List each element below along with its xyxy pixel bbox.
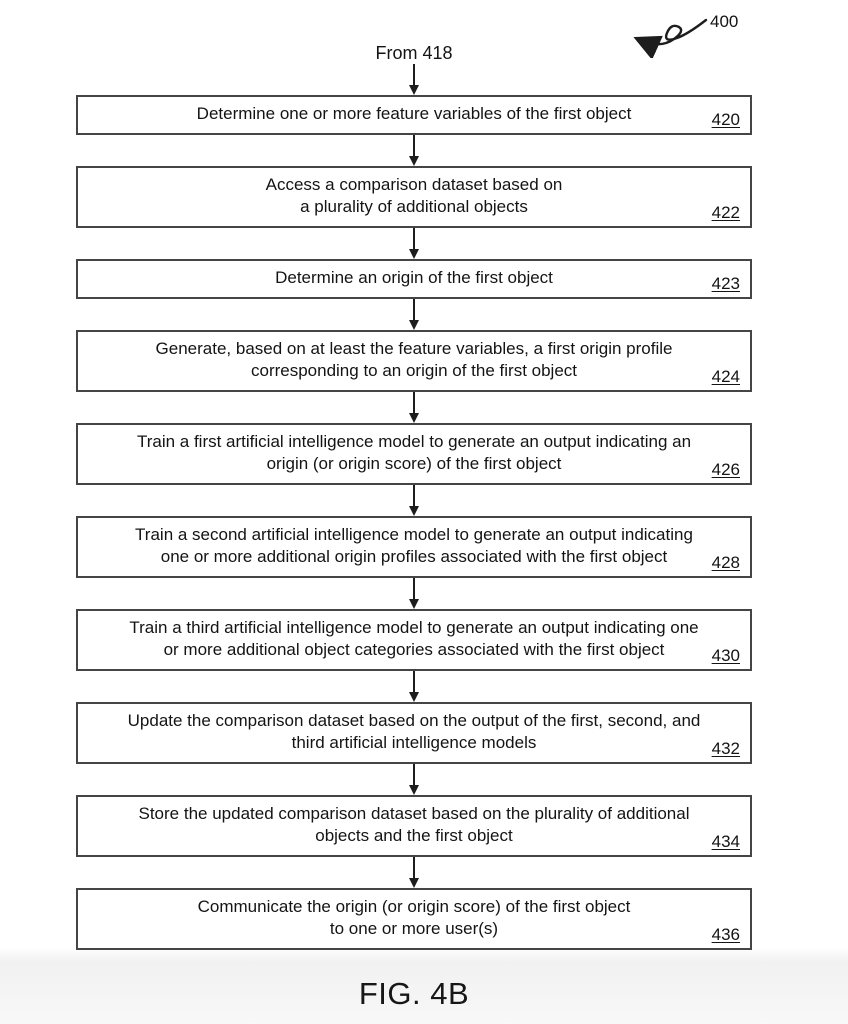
flow-step-text-line: Communicate the origin (or origin score) of the first object: [197, 897, 631, 916]
arrow-shaft: [413, 485, 415, 507]
flow-arrow-down-icon: [407, 64, 421, 95]
flow-arrow-down-icon: [407, 764, 421, 795]
flow-step-ref: 430: [711, 646, 740, 665]
flow-step-box: [76, 516, 752, 578]
figure-caption: FIG. 4B: [358, 976, 470, 1011]
flow-step-text-line: Train a first artificial intelligence model to generate an output indicating an: [136, 432, 692, 451]
flow-step-text: [139, 803, 690, 847]
arrow-head: [409, 320, 419, 330]
flow-step-ref: 424: [711, 367, 740, 386]
flow-steps: [76, 95, 752, 950]
arrow-shaft: [413, 299, 415, 321]
flow-step-ref: 436: [711, 925, 740, 944]
flow-step-text: [275, 267, 553, 289]
flow-step-box: [76, 330, 752, 392]
flow-step-text-line: Train a second artificial intelligence model to generate an output indicating: [135, 525, 693, 544]
flow-step-ref: 426: [711, 460, 740, 479]
flow-step-text-line: one or more additional origin profiles associated with the first object: [160, 547, 668, 566]
arrow-head: [409, 506, 419, 516]
arrow-shaft: [413, 764, 415, 786]
flow-arrow-down-icon: [407, 671, 421, 702]
flow-step-box: [76, 95, 752, 135]
flow-step-text-line: objects and the first object: [315, 826, 513, 845]
arrow-head: [409, 85, 419, 95]
flow-step-box: [76, 166, 752, 228]
arrow-shaft: [413, 857, 415, 879]
arrow-head: [409, 249, 419, 259]
flow-step-text-line: Update the comparison dataset based on the output of the first, second, and: [127, 711, 701, 730]
from-connector-label: From 418: [375, 43, 453, 63]
flow-step-text-line: Access a comparison dataset based on: [265, 175, 563, 194]
arrow-shaft: [413, 578, 415, 600]
flow-step-text-line: origin (or origin score) of the first object: [266, 454, 562, 473]
flow-arrow-down-icon: [407, 485, 421, 516]
flow-step-ref: 422: [711, 203, 740, 222]
flow-step-text-line: a plurality of additional objects: [300, 197, 528, 216]
flow-step-text-line: corresponding to an origin of the first object: [250, 361, 578, 380]
arrow-head: [409, 599, 419, 609]
flow-step-text: [156, 338, 673, 382]
flow-step-box: [76, 795, 752, 857]
flow-step-text: [128, 710, 701, 754]
flow-step-box: [76, 702, 752, 764]
flow-step-ref: 420: [711, 110, 740, 129]
flow-step-text-line: third artificial intelligence models: [291, 733, 537, 752]
flow-arrow-down-icon: [407, 228, 421, 259]
flow-arrow-down-icon: [407, 135, 421, 166]
flow-step-ref: 434: [711, 832, 740, 851]
flow-step-text-line: Store the updated comparison dataset based on the plurality of additional: [138, 804, 690, 823]
flow-step-text-line: Generate, based on at least the feature variables, a first origin profile: [155, 339, 673, 358]
flow-step-text: [266, 174, 563, 218]
arrow-shaft: [413, 64, 415, 86]
flow-step-text: [129, 617, 698, 661]
arrow-shaft: [413, 671, 415, 693]
flow-step-box: [76, 423, 752, 485]
flow-step-text-line: Determine one or more feature variables of the first object: [196, 104, 632, 123]
arrow-head: [409, 785, 419, 795]
arrow-head: [409, 413, 419, 423]
flow-step-box: [76, 888, 752, 950]
flow-step-text: [135, 524, 693, 568]
flow-step-text: [137, 431, 691, 475]
flow-step-text: [198, 896, 631, 940]
flow-step-text-line: or more additional object categories associated with the first object: [163, 640, 665, 659]
flow-step-ref: 423: [711, 274, 740, 293]
flow-arrow-down-icon: [407, 857, 421, 888]
arrow-head: [409, 692, 419, 702]
flow-arrow-down-icon: [407, 578, 421, 609]
flow-step-ref: 428: [711, 553, 740, 572]
flow-step-text-line: Determine an origin of the first object: [275, 268, 553, 287]
diagram-ref-label: 400: [710, 12, 739, 31]
flow-step-text-line: to one or more user(s): [329, 919, 499, 938]
flowchart: [76, 42, 752, 1012]
arrow-head: [409, 156, 419, 166]
flow-step-text-line: Train a third artificial intelligence model to generate an output indicating one: [129, 618, 699, 637]
arrow-head: [409, 878, 419, 888]
flow-step-text: [197, 103, 632, 125]
flow-step-box: [76, 259, 752, 299]
arrow-shaft: [413, 135, 415, 157]
arrow-shaft: [413, 228, 415, 250]
flow-step-ref: 432: [711, 739, 740, 758]
arrow-shaft: [413, 392, 415, 414]
flow-arrow-down-icon: [407, 299, 421, 330]
flow-arrow-down-icon: [407, 392, 421, 423]
flow-step-box: [76, 609, 752, 671]
